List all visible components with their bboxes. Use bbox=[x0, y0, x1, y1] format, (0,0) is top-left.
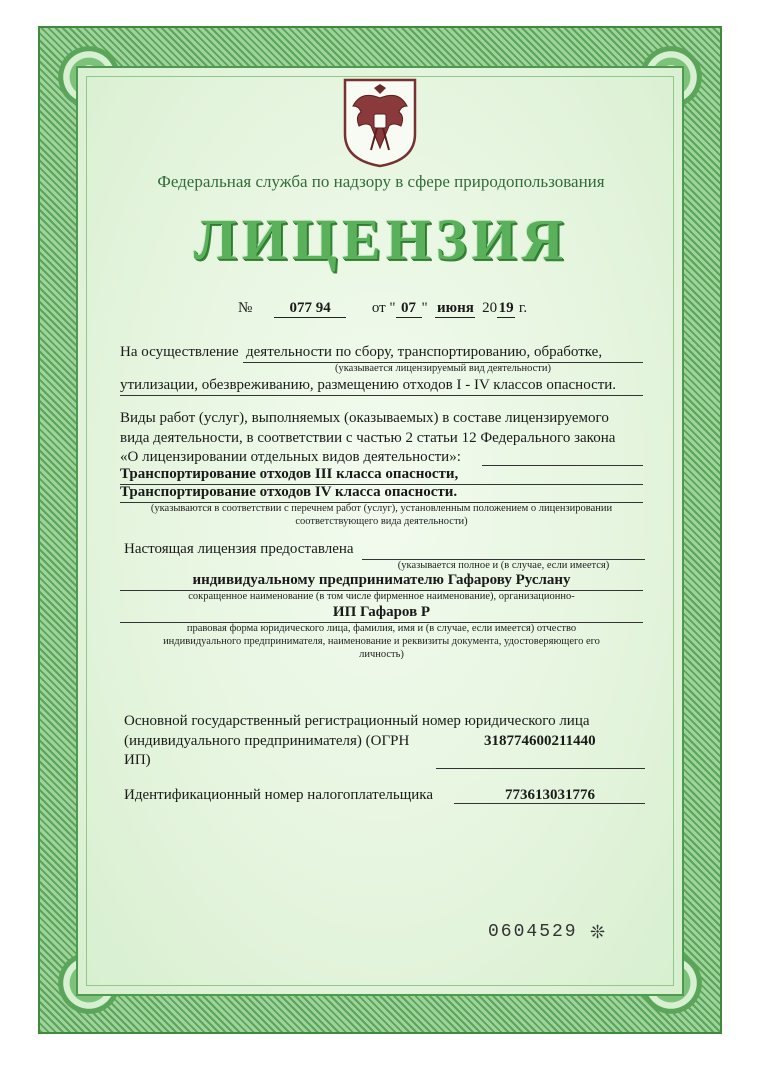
works-hint-1: (указываются в соответствии с перечнем работ (услуг), установленным положением о лицензировании bbox=[150, 503, 613, 514]
granted-hint-5: личность) bbox=[359, 649, 404, 660]
serial-mark-icon: ❊ bbox=[590, 922, 606, 942]
serial-number: 0604529 bbox=[488, 922, 578, 942]
coat-of-arms-icon bbox=[341, 76, 419, 168]
underline bbox=[120, 395, 643, 396]
works-text-2: вида деятельности, в соответствии с частью 2 статьи 12 Федерального закона bbox=[120, 430, 616, 446]
ogrn-value: 318774600211440 bbox=[484, 733, 596, 749]
year-prefix: 20 bbox=[482, 300, 498, 316]
activity-text-1: деятельности по сбору, транспортированию, обработке, bbox=[246, 344, 603, 360]
number-sign: № bbox=[238, 300, 253, 316]
works-item-2: Транспортирование отходов IV класса опасности. bbox=[120, 484, 458, 500]
date-prefix: от " bbox=[371, 300, 396, 316]
license-day: 07 bbox=[396, 300, 422, 318]
granted-hint-2: сокращенное наименование (в том числе фирменное наименование), организационно- bbox=[188, 591, 575, 602]
date-quote: " bbox=[421, 300, 428, 316]
works-text-3: «О лицензировании отдельных видов деятельности»: bbox=[120, 449, 461, 465]
works-item-1: Транспортирование отходов III класса опасности, bbox=[120, 466, 459, 482]
activity-hint: (указывается лицензируемый вид деятельности) bbox=[334, 363, 552, 374]
license-number-line bbox=[238, 300, 527, 318]
activity-label: На осуществление bbox=[120, 344, 239, 360]
license-number: 077 94 bbox=[274, 300, 346, 318]
ogrn-text-2: (индивидуального предпринимателя) (ОГРН bbox=[124, 733, 410, 749]
granted-hint-1: (указывается полное и (в случае, если имеется) bbox=[397, 560, 610, 571]
granted-label: Настоящая лицензия предоставлена bbox=[124, 541, 354, 557]
inn-label: Идентификационный номер налогоплательщика bbox=[124, 787, 434, 803]
license-month: июня bbox=[436, 300, 474, 316]
activity-text-2: утилизации, обезвреживанию, размещению отходов I - IV классов опасности. bbox=[120, 377, 617, 393]
licensee-full-name: индивидуальному предпринимателю Гафарову Руслану bbox=[192, 572, 571, 588]
ogrn-text-1: Основной государственный регистрационный номер юридического лица bbox=[124, 713, 590, 729]
agency-name: Федеральная служба по надзору в сфере природопользования bbox=[157, 172, 605, 191]
underline bbox=[482, 465, 643, 466]
licensee-short-name: ИП Гафаров Р bbox=[332, 604, 431, 620]
document-title: ЛИЦЕНЗИЯ bbox=[193, 207, 569, 272]
year-suffix: г. bbox=[518, 300, 528, 316]
inn-value: 773613031776 bbox=[505, 787, 595, 803]
ogrn-text-3: ИП) bbox=[124, 752, 151, 768]
underline bbox=[454, 803, 645, 804]
license-year: 19 bbox=[498, 300, 514, 316]
granted-hint-3: правовая форма юридического лица, фамилия, имя и (в случае, если имеется) отчество bbox=[186, 623, 577, 634]
granted-hint-4: индивидуального предпринимателя, наименование и реквизиты документа, удостоверяющего его bbox=[163, 636, 600, 647]
works-hint-2: соответствующего вида деятельности) bbox=[295, 516, 468, 527]
underline bbox=[436, 768, 645, 769]
works-text-1: Виды работ (услуг), выполняемых (оказываемых) в составе лицензируемого bbox=[120, 410, 609, 426]
